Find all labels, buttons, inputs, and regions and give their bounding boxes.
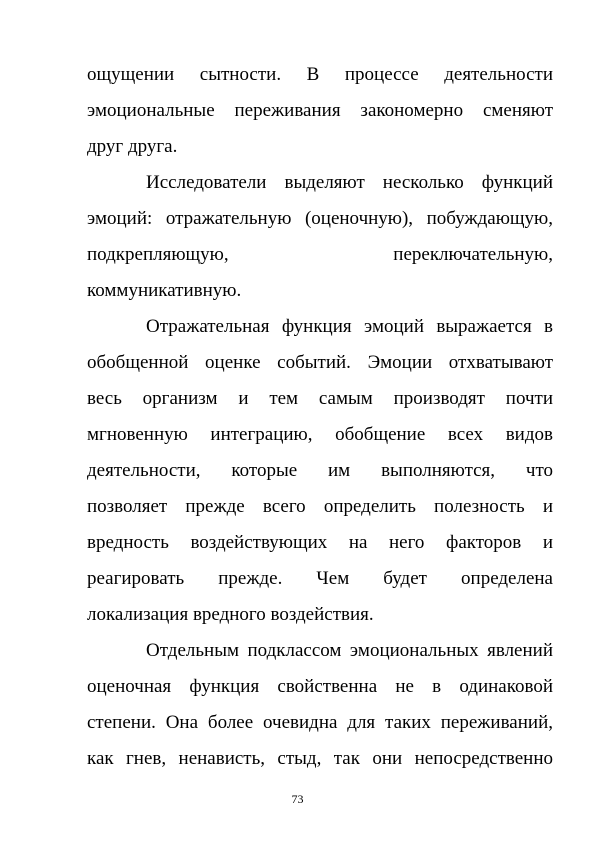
paragraph-first-line: Отдельным подклассом эмоциональных явлений [146, 640, 553, 661]
text-line: весь организм и тем самым производят почти [87, 388, 553, 409]
text-line: эмоций: отражательную (оценочную), побуждающую, [87, 208, 553, 229]
text-line: эмоциональные переживания закономерно сменяют [87, 100, 553, 121]
paragraph-first-line: Исследователи выделяют несколько функций [146, 172, 553, 193]
body-text [87, 57, 553, 777]
text-line: мгновенную интеграцию, обобщение всех видов [87, 424, 553, 445]
text-line: степени. Она более очевидна для таких переживаний, [87, 712, 553, 733]
text-line: локализация вредного воздействия. [87, 604, 374, 625]
text-line: вредность воздействующих на него факторов и [87, 532, 553, 553]
text-line: как гнев, ненависть, стыд, так они непосредственно [87, 748, 553, 769]
text-line: деятельности, которые им выполняются, что [87, 460, 553, 481]
text-line: обобщенной оценке событий. Эмоции отхватывают [87, 352, 553, 373]
text-line: позволяет прежде всего определить полезность и [87, 496, 553, 517]
text-line: ощущении сытности. В процессе деятельности [87, 64, 553, 85]
page-number: 73 [291, 792, 304, 806]
text-line: оценочная функция свойственна не в одинаковой [87, 676, 553, 697]
text-line: реагировать прежде. Чем будет определена [87, 568, 553, 589]
paragraph-first-line: Отражательная функция эмоций выражается в [146, 316, 553, 337]
text-line: подкрепляющую, переключательную, [87, 244, 553, 265]
text-line: коммуникативную. [87, 280, 242, 301]
text-line: друг друга. [87, 136, 178, 157]
